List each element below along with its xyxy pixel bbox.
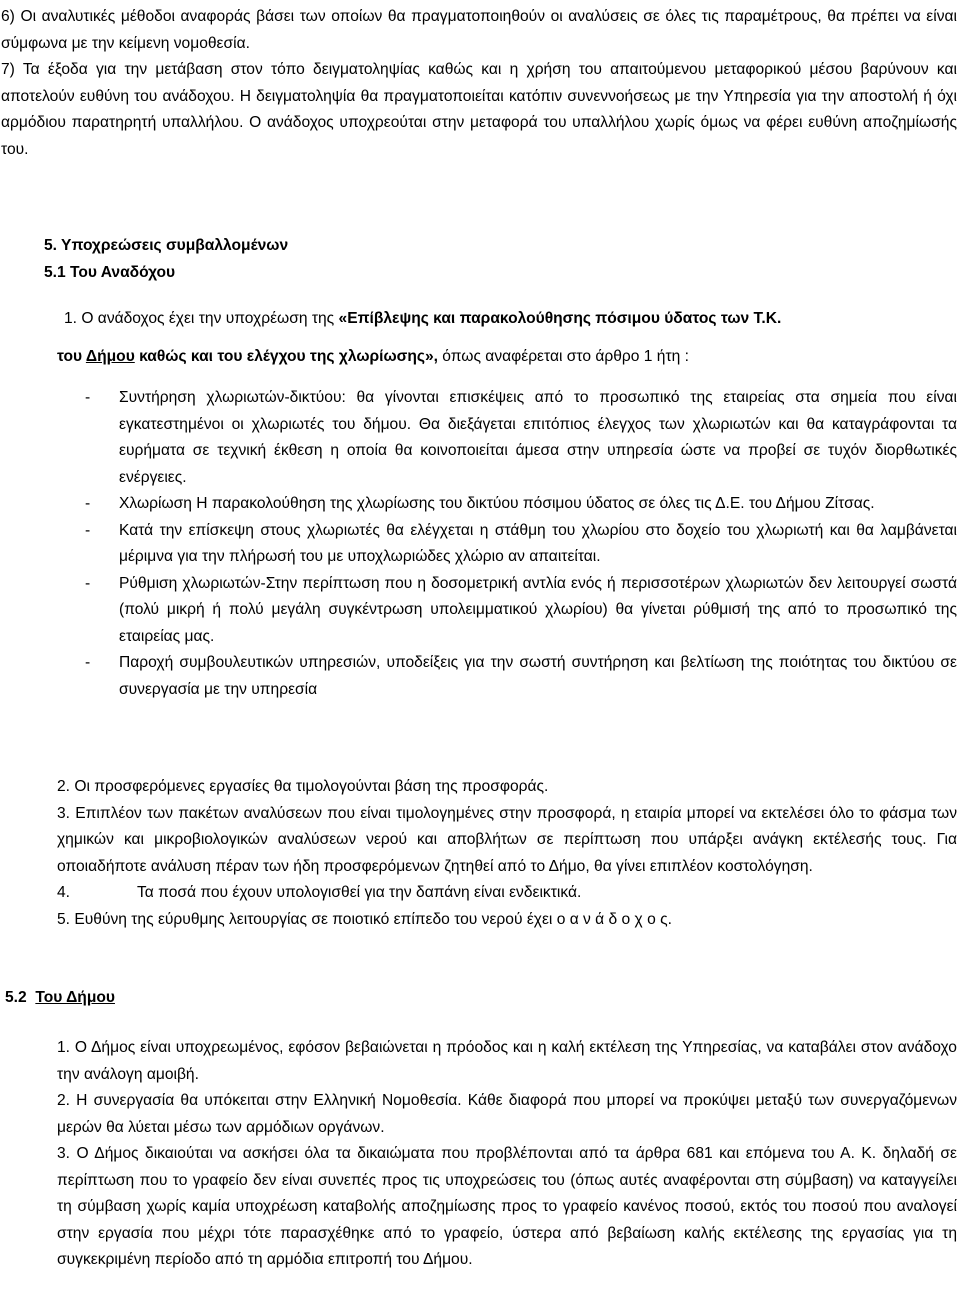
section-5	[44, 233, 924, 286]
municipality-item-1: 1. Ο Δήμος είναι υποχρεωμένος, εφόσον βεβαιώνεται η πρόοδος και η καλή εκτέλεση της Υπηρεσίας, να καταβάλει στον ανάδοχο την ανάλογη αμοιβή.	[57, 1039, 957, 1083]
list-item	[85, 650, 957, 703]
dash-bullet: -	[85, 389, 91, 406]
list-item-text: Παροχή συμβουλευτικών υπηρεσιών, υποδείξεις για την σωστή συντήρηση και βελτίωση της ποιότητας του δικτύου σε συνεργασία με την υπηρεσία	[119, 654, 957, 698]
contractor-item-5: 5. Ευθύνη της εύρυθμης λειτουργίας σε ποιοτικό επίπεδο του νερού έχει ο α ν ά δ ο χ ο ς.	[57, 910, 672, 928]
intro-paragraphs	[1, 4, 957, 163]
list-item-text: Ρύθμιση χλωριωτών-Στην περίπτωση που η δοσομετρική αντλία ενός ή περισσοτέρων χλωριωτών δεν λειτουργεί σωστά (πολύ μικρή ή πολύ μεγάλη συγκέντρωση υπολειμματικού χλωρίου) θα γίνεται ρύθμισή της από το προσωπικό της εταιρείας μας.	[119, 574, 957, 645]
municipality-items-list	[57, 1035, 957, 1274]
list-item	[85, 571, 957, 651]
dash-bullet: -	[85, 521, 91, 539]
section-5-2-title: Του Δήμου	[35, 989, 115, 1006]
list-item-text: Κατά την επίσκεψη στους χλωριωτές θα ελέγχεται η στάθμη του χλωρίου στο δοχείο του χλωριωτή και θα λαμβάνεται μέριμνα για την πλήρωσή του με υποχλωριώδες χλώριο αν απαιτείται.	[119, 521, 957, 565]
contractor-item-1-bold-underlined: Δήμου	[85, 348, 135, 365]
section-5-2-heading	[5, 985, 115, 1012]
contractor-item-4	[57, 880, 957, 907]
municipality-item-3: 3. Ο Δήμος δικαιούται να ασκήσει όλα τα δικαιώματα που προβλέπονται από τα άρθρα 681 και επόμενα του Α. Κ. δηλαδή σε περίπτωση που το γραφείο δεν είναι συνεπές προς τις υποχρεώσεις του (όπως αυτές αναφέρονται στη σύμβαση) να καταγγείλει τη σύμβαση χωρίς καμία υποχρέωση καταβολής αποζημίωσης προς το γραφείο κανένος ποσού, εκτός του ποσού που αναλογεί στην εργασία που μέχρι τότε παρασχέθηκε από το γραφείο, ύστερα από βεβαίωση καλής εκτέλεσης της εργασίας για τη συγκεκριμένη περίοδο από τη αρμόδια επιτροπή του Δήμου.	[57, 1145, 957, 1268]
paragraph-7: 7) Τα έξοδα για την μετάβαση στον τόπο δειγματοληψίας καθώς και η χρήση του απαιτούμενου μεταφορικού μέσου βαρύνουν και αποτελούν ευθύνη του ανάδοχου. Η δειγματοληψία θα πραγματοποιείται κατόπιν συνεννοήσεως με την Υπηρεσία για την αποστολή ή όχι αρμόδιου παρατηρητή υπαλλήλου. Ο ανάδοχος υποχρεούται στην μεταφορά του υπαλλήλου χωρίς όμως να φέρει ευθύνη αποζημίωσής του.	[1, 61, 957, 158]
paragraph-6: 6) Οι αναλυτικές μέθοδοι αναφοράς βάσει των οποίων θα πραγματοποιηθούν οι αναλύσεις σε όλες τις παραμέτρους, θα πρέπει να είναι σύμφωνα με την κείμενη νομοθεσία.	[1, 8, 957, 52]
contractor-item-4-number: 4.	[57, 884, 71, 901]
dash-bullet: -	[85, 574, 91, 592]
contractor-items-list	[57, 774, 957, 933]
contractor-item-1-bold-post: καθώς και του ελέγχου της χλωρίωσης»,	[134, 348, 438, 365]
list-item-text: Συντήρηση χλωριωτών-δικτύου: θα γίνονται επισκέψεις από το προσωπικό της εταιρείας στα σημεία που είναι εγκατεστημένοι οι χλωριωτές του δήμου. Θα διεξάγεται επιτόπιος έλεγχος των χλωριωτών και θα καταγράφονται τα ευρήματα σε τεχνική έκθεση η οποία θα κοινοποιείται άμεσα στην υπηρεσία ώστε να προβεί σε τυχόν διορθωτικές ενέργειες.	[119, 389, 957, 486]
list-item-text: Χλωρίωση Η παρακολούθηση της χλωρίωσης του δικτύου πόσιμου ύδατος σε όλες τις Δ.Ε. του Δήμου Ζίτσας.	[119, 495, 875, 512]
contractor-item-1-bold: «Επίβλεψης και παρακολούθησης πόσιμου ύδατος των Τ.Κ.	[338, 310, 782, 327]
section-5-2-number: 5.2	[5, 989, 27, 1006]
list-item	[85, 385, 957, 491]
list-item	[85, 518, 957, 571]
contractor-item-1-text: 1. Ο ανάδοχος έχει την υποχρέωση της	[64, 310, 339, 327]
dash-bullet: -	[85, 495, 91, 512]
contractor-item-1-end: όπως αναφέρεται στο άρθρο 1 ήτη :	[437, 348, 689, 365]
contractor-item-1-bold-pre: του	[57, 348, 86, 365]
contractor-item-4-text: Τα ποσά που έχουν υπολογισθεί για την δαπάνη είναι ενδεικτικά.	[137, 884, 582, 901]
contractor-item-1	[64, 306, 954, 333]
municipality-item-2: 2. Η συνεργασία θα υπόκειται στην Ελληνική Νομοθεσία. Κάθε διαφορά που μπορεί να προκύψει μεταξύ των συνεργαζόμενων μερών θα λύεται μέσω των αρμόδιων οργάνων.	[57, 1092, 957, 1136]
section-5-1-heading: 5.1 Του Αναδόχου	[44, 263, 176, 281]
chlorination-tasks-list	[85, 385, 957, 703]
contractor-item-1-continuation	[57, 344, 957, 371]
contractor-item-2: 2. Οι προσφερόμενες εργασίες θα τιμολογούνται βάση της προσφοράς.	[57, 778, 549, 795]
contractor-item-3: 3. Επιπλέον των πακέτων αναλύσεων που είναι τιμολογημένες στην προσφορά, η εταιρία μπορεί να εκτελέσει όλο το φάσμα των χημικών και μικροβιολογικών αναλύσεων νερού και αποβλήτων σε περίπτωση που υπάρξει ανάγκη εκτέλεσής τους. Για οποιαδήποτε ανάλυση πέραν των ήδη προσφερόμενων ζητηθεί από το Δήμο, θα γίνει επιπλέον κοστολόγηση.	[57, 804, 957, 875]
list-item	[85, 491, 957, 518]
dash-bullet: -	[85, 654, 91, 671]
section-5-heading: 5. Υποχρεώσεις συμβαλλομένων	[44, 237, 289, 254]
